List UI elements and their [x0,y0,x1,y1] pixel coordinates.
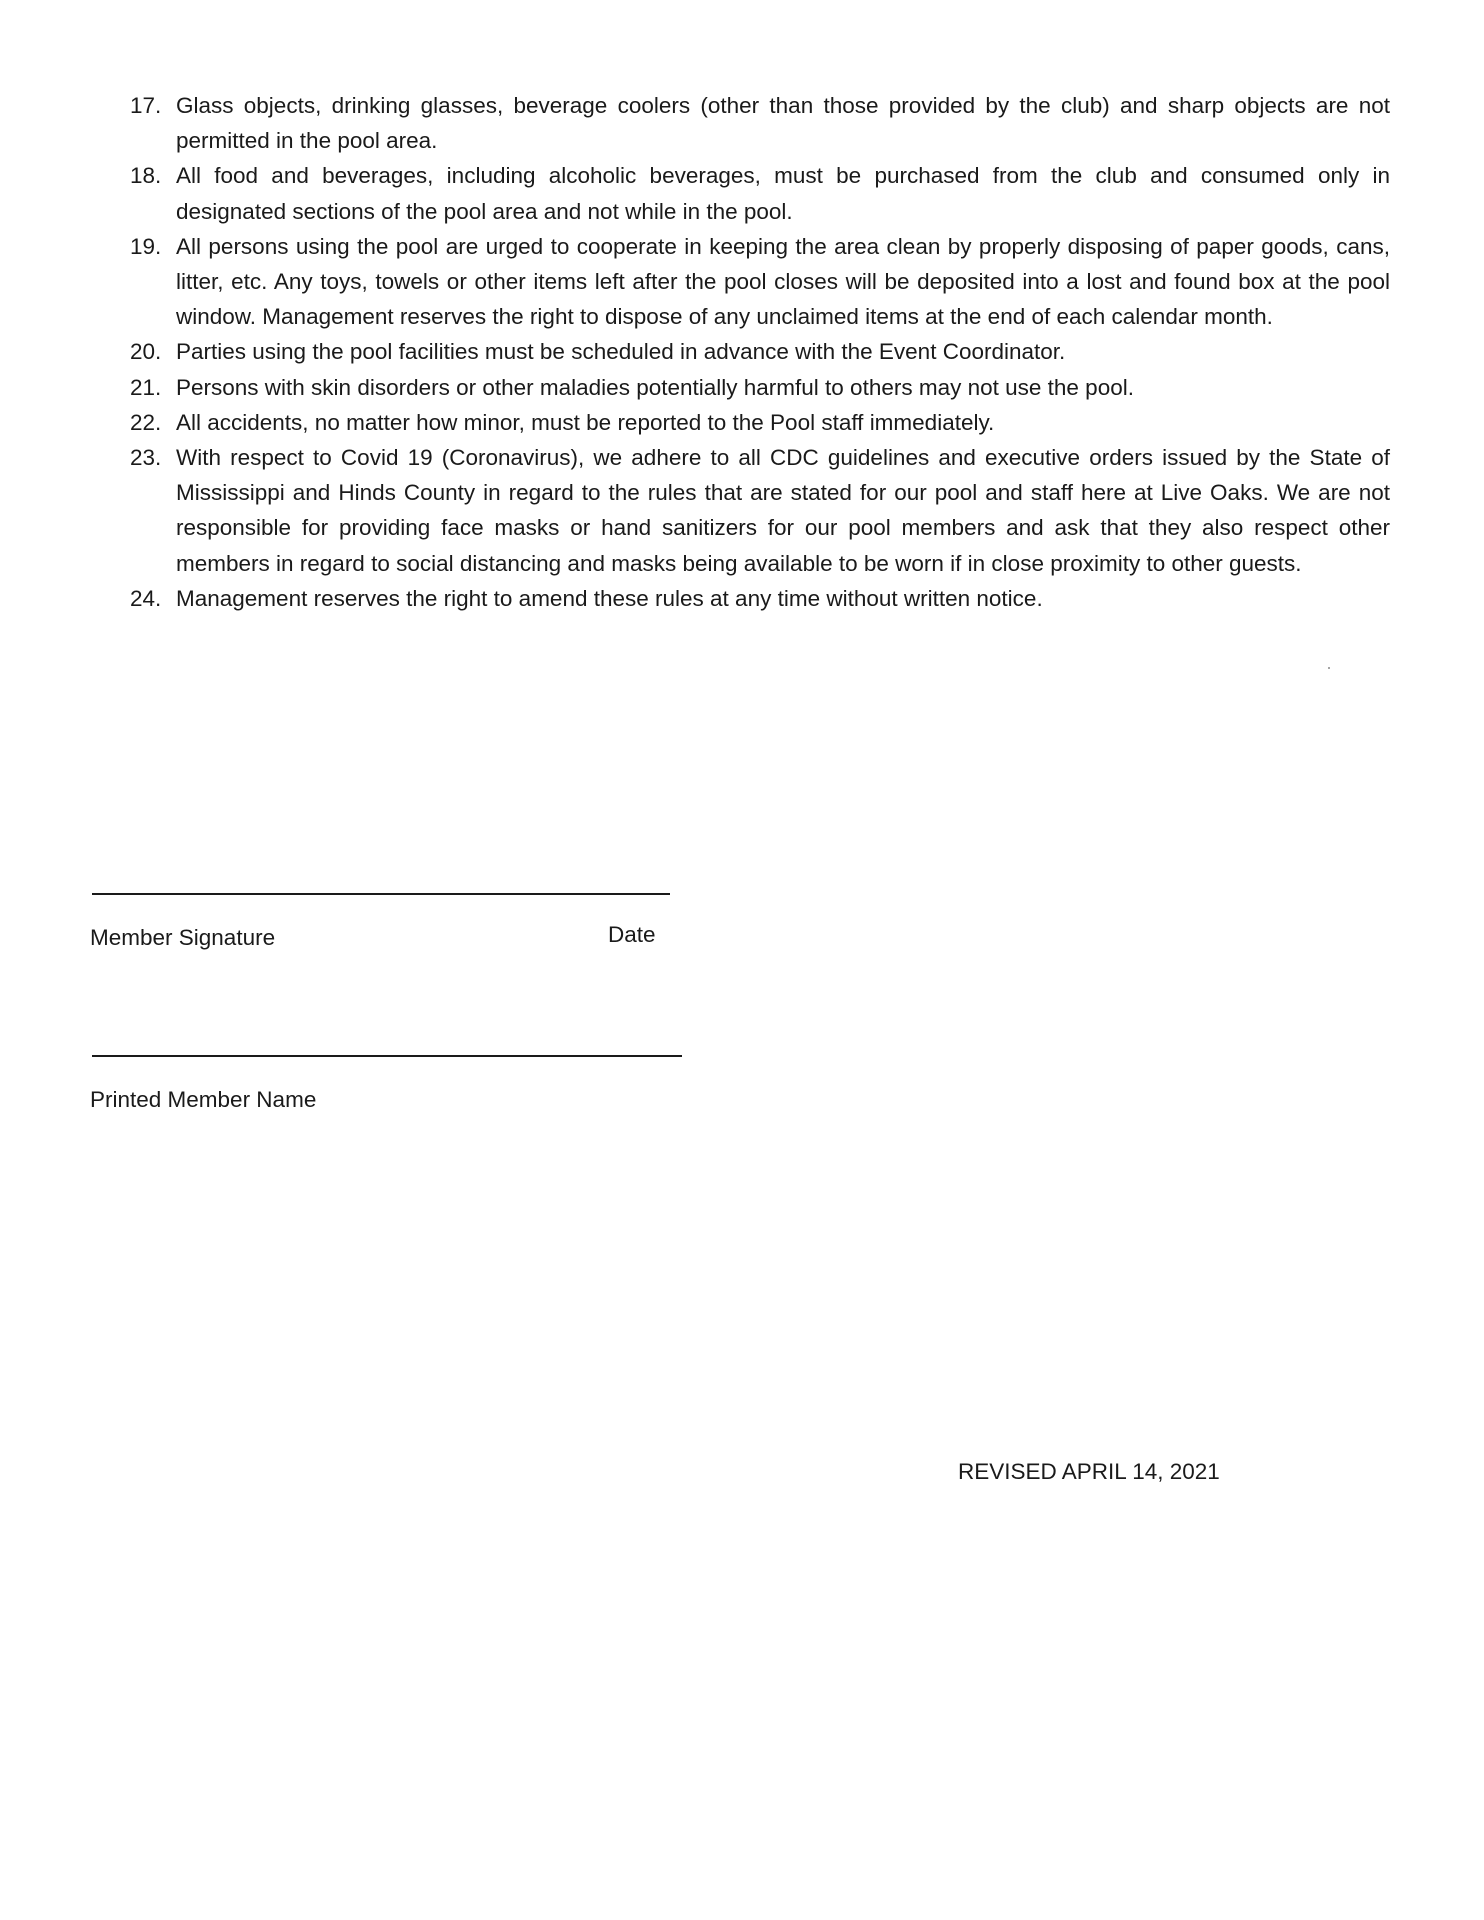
rule-item [130,158,1390,228]
rule-number: 19. [130,233,162,259]
rule-text: Persons with skin disorders or other maladies potentially harmful to others may not use the pool. [176,374,1134,400]
revision-date: REVISED APRIL 14, 2021 [958,1459,1220,1484]
rule-item [130,405,1390,440]
member-signature-label: Member Signature [90,925,276,950]
rule-text: All accidents, no matter how minor, must be reported to the Pool staff immediately. [176,409,995,435]
rule-number: 18. [130,163,162,189]
rule-number: 22. [130,409,162,435]
rule-item [130,440,1390,581]
scan-speck [1328,667,1330,669]
date-label: Date [608,922,656,947]
rule-text: Glass objects, drinking glasses, beverage coolers (other than those provided by the club) and sharp objects are not permitted in the pool area. [176,93,1390,154]
rule-text: Management reserves the right to amend these rules at any time without written notice. [176,585,1043,611]
rule-item [130,370,1390,405]
rule-item [130,581,1390,616]
rule-text: With respect to Covid 19 (Coronavirus), we adhere to all CDC guidelines and executive orders issued by the State of Mississippi and Hinds County in regard to the rules that are stated for our pool and staff here at Live Oaks. We are not responsible for providing face masks or hand sanitizers for our pool members and ask that they also respect other members in regard to social distancing and masks being available to be worn if in close proximity to other guests. [176,445,1390,576]
rule-number: 21. [130,374,162,400]
rules-list [130,88,1390,616]
rule-text: Parties using the pool facilities must be scheduled in advance with the Event Coordinator. [176,339,1066,365]
rule-text: All persons using the pool are urged to cooperate in keeping the area clean by properly disposing of paper goods, cans, litter, etc. Any toys, towels or other items left after the pool closes will be deposited into a lost and found box at the pool window. Management reserves the right to dispose of any unclaimed items at the end of each calendar month. [176,233,1390,330]
member-signature-line[interactable] [92,893,670,895]
rule-number: 23. [130,445,162,471]
printed-name-label: Printed Member Name [90,1087,317,1112]
rule-item [130,229,1390,335]
rule-number: 17. [130,93,162,118]
printed-name-line[interactable] [92,1055,682,1057]
rule-item [130,334,1390,369]
rule-text: All food and beverages, including alcoholic beverages, must be purchased from the club and consumed only in designated sections of the pool area and not while in the pool. [176,163,1390,224]
rule-item [130,88,1390,158]
rule-number: 24. [130,585,162,611]
rule-number: 20. [130,339,162,365]
